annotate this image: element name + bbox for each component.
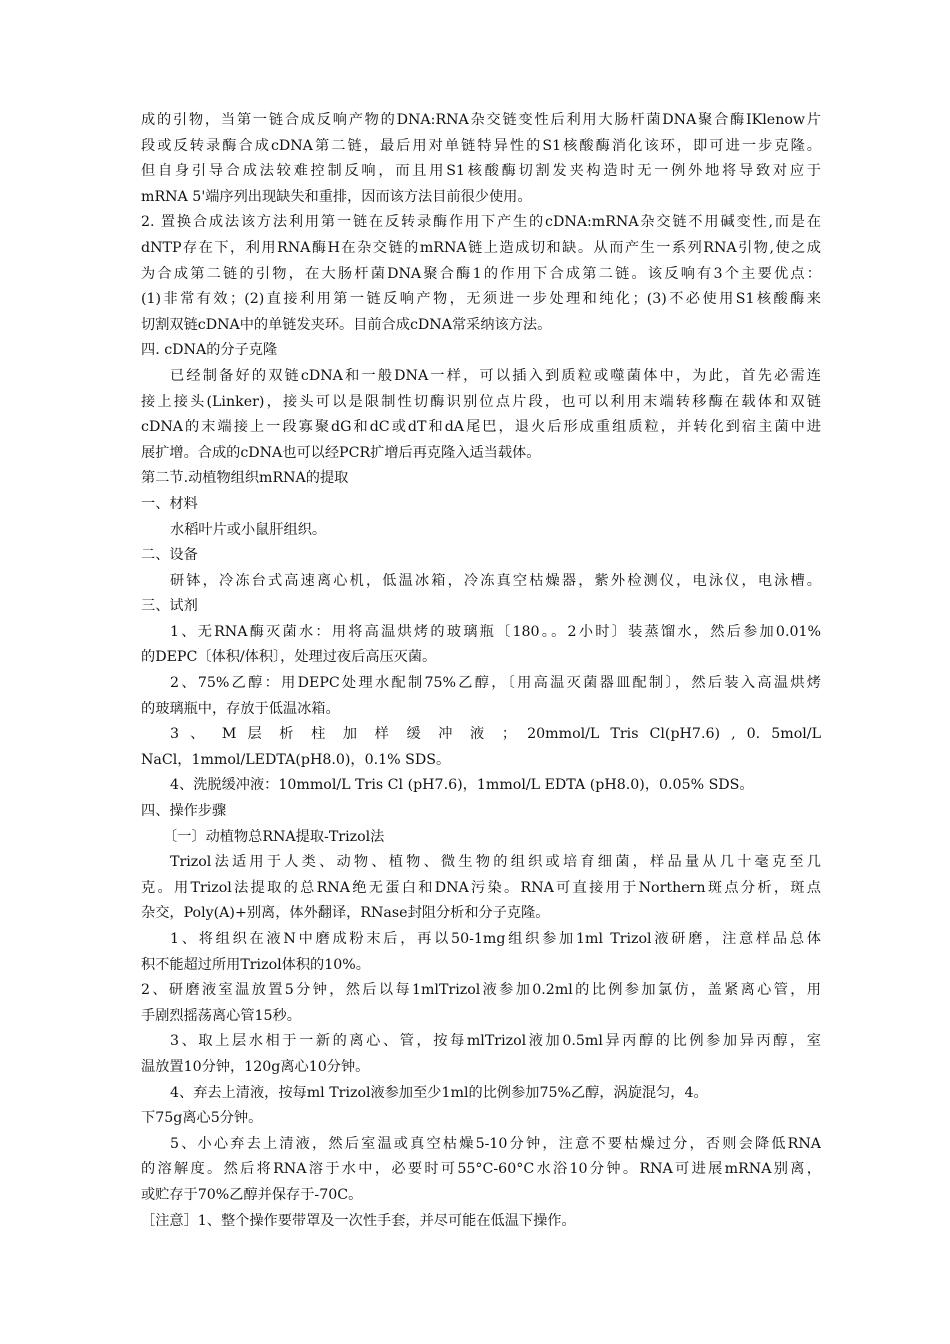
text-line: 已经制备好的双链cDNA和一般DNA一样，可以插入到质粒或噬菌体中，为此，首先必需连 <box>170 367 821 384</box>
text-line: Trizol法适用于人类、动物、植物、微生物的组织或培育细菌，样品量从几十毫克至几 <box>170 854 821 871</box>
text-line: 段或反转录酶合成cDNA第二链，最后用对单链特异性的S1核酸酶消化该环，即可进一步克隆。 <box>141 137 821 154</box>
text-line: 2. 置换合成法该方法利用第一链在反转录酶作用下产生的cDNA:mRNA杂交链不用碱变性,而是在 <box>141 214 821 231</box>
text-line: 2、75%乙醇：用DEPC处理水配制75%乙醇，〔用高温灭菌器皿配制〕，然后装入高温烘烤 <box>170 675 821 692</box>
text-line: 成的引物，当第一链合成反响产物的DNA:RNA杂交链变性后利用大肠杆菌DNA聚合酶IKlenow片 <box>141 112 821 128</box>
text-line: 3、取上层水相于一新的离心、管，按每mlTrizol液加0.5ml异丙醇的比例参加异丙醇，室 <box>170 1033 821 1050</box>
text-line: 温放置10分钟，120g离心10分钟。 <box>141 1058 370 1075</box>
text-line: 克。用Trizol法提取的总RNA绝无蛋白和DNA污染。RNA可直接用于Northern斑点分析，斑点 <box>141 879 821 896</box>
text-line: 的玻璃瓶中，存放于低温冰箱。 <box>141 700 340 717</box>
text-line: 手剧烈摇荡离心管15秒。 <box>141 1007 301 1024</box>
text-line: 展扩增。合成的cDNA也可以经PCR扩增后再克隆入适当载体。 <box>141 444 541 461</box>
text-line: 5、小心弃去上清液，然后室温或真空枯燥5-10分钟，注意不要枯燥过分，否则会降低RNA <box>170 1135 821 1152</box>
text-line: 下75g离心5分钟。 <box>141 1110 263 1127</box>
text-line: 4、洗脱缓冲液：10mmol/L Tris Cl (pH7.6)，1mmol/L EDTA (pH8.0)，0.05% SDS。 <box>170 777 754 794</box>
text-line: NaCl，1mmol/LEDTA(pH8.0)，0.1% SDS。 <box>141 751 451 768</box>
document-body <box>141 108 821 1234</box>
text-line: 三、试剂 <box>141 598 198 615</box>
text-line: 或贮存于70%乙醇并保存于-70C。 <box>141 1186 363 1203</box>
text-line: 的溶解度。然后将RNA溶于水中，必要时可55°C-60°C水浴10分钟。RNA可进展mRNA别离， <box>141 1161 821 1178</box>
text-line: 四、操作步骤 <box>141 803 227 820</box>
text-line: 杂交，Poly(A)+别离，体外翻译，RNase封阻分析和分子克隆。 <box>141 905 550 922</box>
text-line: 的DEPC〔体积/体积〕，处理过夜后高压灭菌。 <box>141 649 437 666</box>
text-line: cDNA的末端接上一段寡聚dG和dC或dT和dA尾巴，退火后形成重组质粒，并转化到宿主菌中进 <box>141 419 821 436</box>
text-line: 为合成第二链的引物，在大肠杆菌DNA聚合酶1的作用下合成第二链。该反响有3个主要优点： <box>141 265 821 282</box>
text-line: 2、研磨液室温放置5分钟，然后以每1mlTrizol液参加0.2ml的比例参加氯仿，盖紧离心管，用 <box>141 982 821 999</box>
text-line: 但自身引导合成法较难控制反响，而且用S1核酸酶切割发夹构造时无一例外地将导致对应于 <box>141 163 821 180</box>
text-line: 研钵，冷冻台式高速离心机，低温冰箱，冷冻真空枯燥器，紫外检测仪，电泳仪，电泳槽。 <box>170 572 821 589</box>
text-line: dNTP存在下，利用RNA酶H在杂交链的mRNA链上造成切和缺。从而产生一系列RNA引物,使之成 <box>141 239 821 256</box>
text-line: 二、设备 <box>141 547 198 564</box>
text-line: mRNA 5'端序列出现缺失和重排，因而该方法目前很少使用。 <box>141 188 532 205</box>
text-line: 四. cDNA的分子克隆 <box>141 342 278 359</box>
text-line: 4、弃去上清液，按每ml Trizol液参加至少1ml的比例参加75%乙醇，涡旋混匀，4。 <box>170 1084 708 1101</box>
text-line: 1、无RNA酶灭菌水：用将高温烘烤的玻璃瓶〔180。。2小时〕装蒸馏水，然后参加0.01% <box>170 623 821 640</box>
text-line: 切割双链cDNA中的单链发夹环。目前合成cDNA常采纳该方法。 <box>141 316 552 333</box>
text-line: 水稻叶片或小鼠肝组织。 <box>170 521 327 538</box>
text-line: (1)非常有效；(2)直接利用第一链反响产物，无须进一步处理和纯化；(3)不必使用S1核酸酶来 <box>141 291 821 308</box>
text-line: 接上接头(Linker)，接头可以是限制性切酶识别位点片段，也可以利用末端转移酶在载体和双链 <box>141 393 821 410</box>
text-line: 1、将组织在液N中磨成粉末后，再以50-1mg组织参加1ml Trizol液研磨，注意样品总体 <box>170 931 821 947</box>
text-line: 〔一〕动植物总RNA提取-Trizol法 <box>163 828 385 845</box>
text-line: 积不能超过所用Trizol体积的10%。 <box>141 956 370 973</box>
text-line: 第二节.动植物组织mRNA的提取 <box>141 470 349 487</box>
text-line: 一、材料 <box>141 495 198 512</box>
text-line: ［注意］1、整个操作要带罩及一次性手套，并尽可能在低温下操作。 <box>141 1212 576 1229</box>
text-line: 3 、 M 层 析 柱 加 样 缓 冲 液 ； 20mmol/L Tris Cl(pH7.6) , 0. 5mol/L <box>170 726 821 743</box>
